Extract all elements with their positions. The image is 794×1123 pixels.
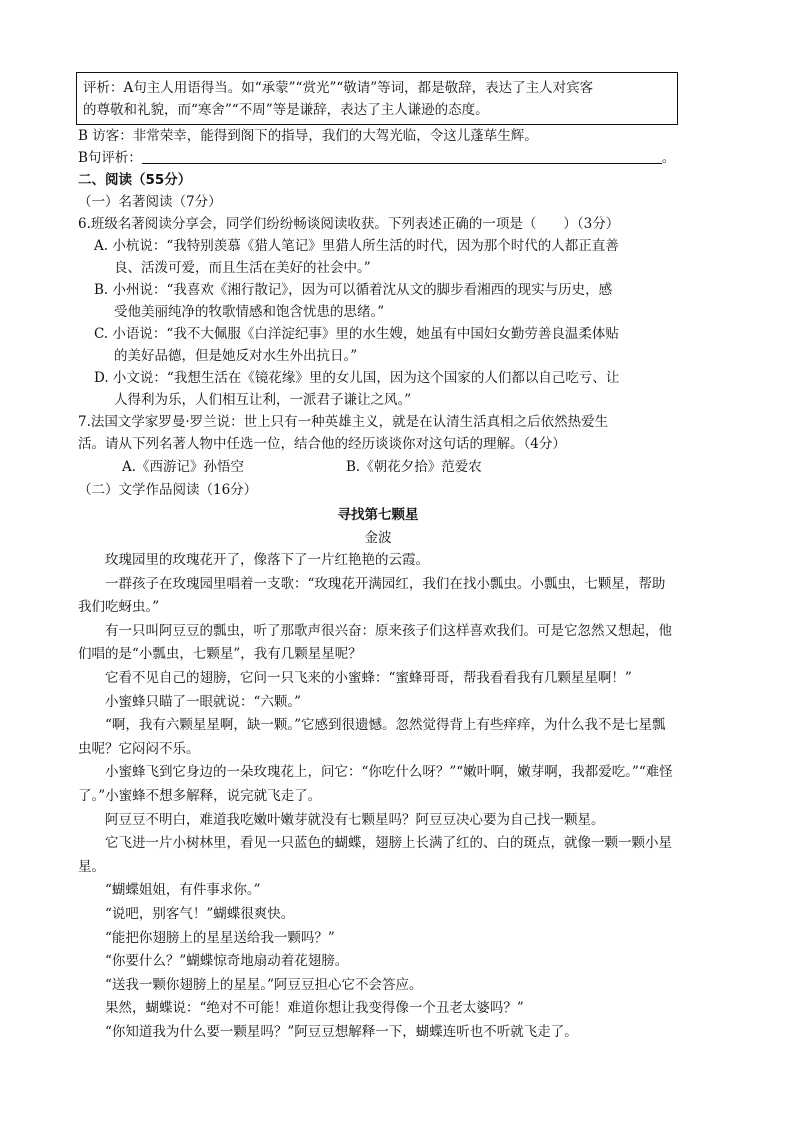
answer-blank[interactable] <box>142 149 662 164</box>
option-c-line-1: C. 小语说：“我不大佩服《白洋淀纪事》里的水生嫂，她虽有中国妇女勤劳善良温柔体贴 <box>94 326 619 342</box>
option-d-line-2: 人得利为乐，人们相互让利，一派君子谦让之风。” <box>114 392 412 408</box>
section-2-title: 二、阅读（55分） <box>78 172 192 188</box>
story-title: 寻找第七颗星 <box>337 507 419 523</box>
question-6-option-b <box>78 279 678 323</box>
question-6-option-a <box>78 235 678 279</box>
story-body <box>78 549 678 1044</box>
story-paragraph: 玫瑰园里的玫瑰花开了，像落下了一片红艳艳的云霞。 <box>105 552 429 568</box>
story-paragraph: 阿豆豆不明白，难道我吃嫩叶嫩芽就没有七颗星吗？阿豆豆决心要为自己找一颗星。 <box>105 811 605 828</box>
story-paragraph: “说吧，别客气！”蝴蝶很爽快。 <box>105 905 295 922</box>
story-paragraph: “送我一颗你翅膀上的星星。”阿豆豆担心它不会答应。 <box>105 976 423 993</box>
question-7-option-a: A.《西游记》孙悟空 <box>122 459 245 475</box>
story-author: 金波 <box>364 530 392 546</box>
story-paragraph: 有一只叫阿豆豆的瓢虫，听了那歌声很兴奋：原来孩子们这样喜欢我们。可是它忽然又想起，他们唱的是“小瓢虫，七颗星”，我有几颗星星呢？ <box>78 622 672 663</box>
story-paragraph: 它飞进一片小树林里，看见一只蓝色的蝴蝶，翅膀上长满了红的、白的斑点，就像一颗一颗小星星。 <box>78 835 672 875</box>
question-6-stem: 6.班级名著阅读分享会，同学们纷纷畅谈阅读收获。下列表述正确的一项是（ ）（3分） <box>78 216 620 232</box>
analysis-box <box>76 72 678 125</box>
question-7-options <box>78 455 678 479</box>
option-c-line-2: 的美好品德，但是她反对水生外出抗日。” <box>114 348 358 364</box>
analysis-line-1: 评析：A句主人用语得当。如“承蒙”“赏光”“敬请”等词，都是敬辞，表达了主人对宾客 <box>83 80 594 96</box>
sub-section-2-title: （二）文学作品阅读（16分） <box>78 482 258 498</box>
sub-section-1-title: （一）名著阅读（7分） <box>78 194 222 210</box>
story-paragraph: “啊，我有六颗星星啊，缺一颗。”它感到很遗憾。忽然觉得背上有些痒痒，为什么我不是七星瓢虫呢？它闷闷不乐。 <box>78 717 666 757</box>
b-comment-label: B句评析： <box>78 150 142 166</box>
option-b-line-1: B. 小州说：“我喜欢《湘行散记》，因为可以循着沈从文的脚步看湘西的现实与历史，感 <box>94 282 613 298</box>
analysis-line-2: 的尊敬和礼貌，而“寒舍”“不周”等是谦辞，表达了主人谦逊的态度。 <box>83 102 489 118</box>
story-paragraph: “你要什么？”蝴蝶惊奇地扇动着花翅膀。 <box>105 953 349 970</box>
story-paragraph: “能把你翅膀上的星星送给我一颗吗？” <box>105 929 335 946</box>
visitor-b-line: B 访客：非常荣幸，能得到阁下的指导，我们的大驾光临，令这儿蓬荜生辉。 <box>78 128 538 144</box>
option-a-line-2: 良、活泼可爱，而且生活在美好的社会中。” <box>114 260 371 276</box>
story-paragraph: 一群孩子在玫瑰园里唱着一支歌：“玫瑰花开满园红，我们在找小瓢虫。小瓢虫，七颗星，帮助我们吃蚜虫。” <box>78 575 666 616</box>
story-paragraph: 果然，蝴蝶说：“绝对不可能！难道你想让我变得像一个丑老太婆吗？” <box>105 1000 524 1017</box>
story-paragraph: 它看不见自己的翅膀，它问一只飞来的小蜜蜂：“蜜蜂哥哥，帮我看看我有几颗星星啊！” <box>105 669 632 686</box>
question-7-line-1: 7.法国文学家罗曼·罗兰说：世上只有一种英雄主义，就是在认清生活真相之后依然热爱生 <box>78 414 609 430</box>
option-b-line-2: 受他美丽纯净的牧歌情感和饱含忧患的思绪。” <box>114 304 385 320</box>
question-7-line-2: 活。请从下列名著人物中任选一位，结合他的经历谈谈你对这句话的理解。（4分） <box>78 436 566 452</box>
question-6-option-d <box>78 367 678 411</box>
story-paragraph: “你知道我为什么要一颗星吗？”阿豆豆想解释一下，蝴蝶连听也不听就飞走了。 <box>105 1023 578 1040</box>
option-d-line-1: D. 小文说：“我想生活在《镜花缘》里的女儿国，因为这个国家的人们都以自己吃亏、让 <box>94 370 620 386</box>
exam-page <box>78 72 678 1044</box>
story-paragraph: “蝴蝶姐姐，有件事求你。” <box>105 882 261 899</box>
story-paragraph: 小蜜蜂飞到它身边的一朵玫瑰花上，问它：“你吃什么呀？”“嫩叶啊，嫩芽啊，我都爱吃。”“难怪了。”小蜜蜂不想多解释，说完就飞走了。 <box>78 764 673 804</box>
b-comment-end: 。 <box>661 150 676 166</box>
question-7-option-b: B.《朝花夕拾》范爱农 <box>346 459 482 475</box>
option-a-line-1: A. 小杭说：“我特别羡慕《猎人笔记》里猎人所生活的时代，因为那个时代的人都正直善 <box>94 238 619 254</box>
story-paragraph: 小蜜蜂只瞄了一眼就说：“六颗。” <box>105 693 302 710</box>
b-comment-line <box>78 147 678 169</box>
question-6-option-c <box>78 323 678 367</box>
